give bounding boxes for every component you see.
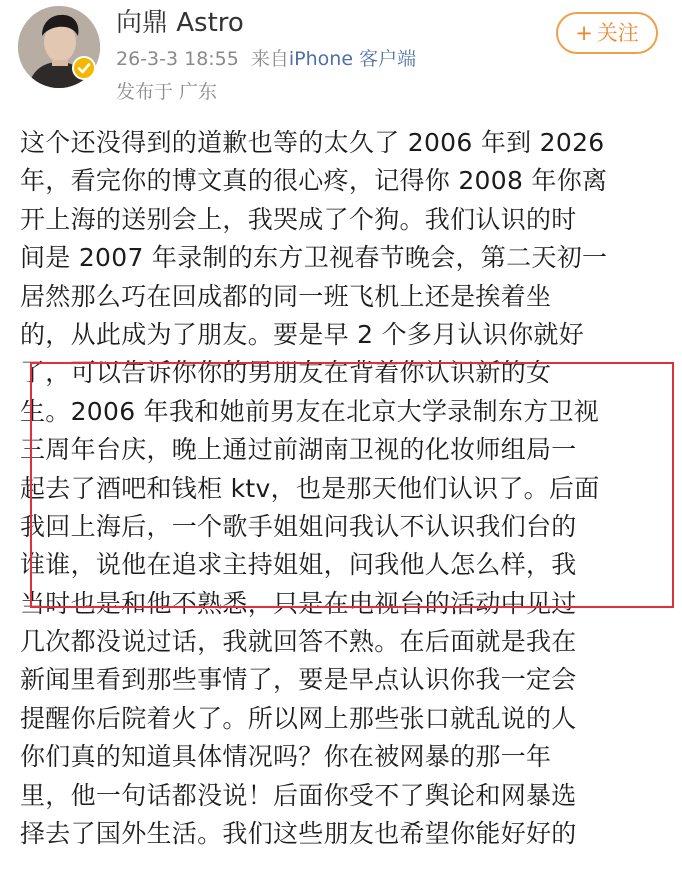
post-timestamp: 26-3-3 18:55: [116, 48, 239, 70]
post-source-prefix: 来自: [250, 48, 289, 70]
post-meta: [116, 47, 416, 71]
verified-badge-icon: [72, 56, 96, 80]
post-text-line: 当时也是和他不熟悉，只是在电视台的活动中见过: [20, 588, 577, 618]
post-text-line: 年，看完你的博文真的很心疼，记得你 2008 年你离: [20, 166, 608, 196]
follow-button[interactable]: [556, 12, 658, 54]
post-device[interactable]: iPhone 客户端: [288, 48, 417, 70]
post-text-line: 居然那么巧在回成都的同一班飞机上还是挨着坐: [20, 281, 552, 311]
post-text-line: 提醒你后院着火了。所以网上那些张口就乱说的人: [20, 703, 577, 733]
author-name[interactable]: 向鼎 Astro: [116, 8, 244, 38]
post-text-line: 的，从此成为了朋友。要是早 2 个多月认识你就好: [20, 319, 585, 349]
post-header: [0, 0, 682, 110]
post-text-line: 这个还没得到的道歉也等的太久了 2006 年到 2026: [20, 128, 605, 157]
post-text-line: 我回上海后，一个歌手姐姐问我认不认识我们台的: [20, 511, 577, 541]
post-text-line: 起去了酒吧和钱柜 ktv，也是那天他们认识了。后面: [20, 473, 600, 503]
follow-label: 关注: [596, 21, 639, 45]
post-text-line: 开上海的送别会上，我哭成了个狗。我们认识的时: [20, 204, 577, 234]
post-text: [20, 124, 670, 853]
post-text-line: 间是 2007 年录制的东方卫视春节晚会，第二天初一: [20, 243, 608, 273]
post-text-line: 新闻里看到那些事情了，要是早点认识你我一定会: [20, 665, 577, 695]
post-location: 发布于 广东: [116, 81, 218, 103]
post-text-line: 谁谁，说他在追求主持姐姐，问我他人怎么样，我: [20, 550, 577, 580]
post-text-line: 几次都没说过话，我就回答不熟。在后面就是我在: [20, 627, 577, 657]
plus-icon: +: [575, 21, 593, 45]
post-text-line: 择去了国外生活。我们这些朋友也希望你能好好的: [20, 819, 577, 849]
post-text-line: 生。2006 年我和她前男友在北京大学录制东方卫视: [20, 396, 600, 426]
post-text-line: 了，可以告诉你你的男朋友在背着你认识新的女: [20, 358, 552, 388]
post-text-line: 你们真的知道具体情况吗？你在被网暴的那一年: [20, 742, 552, 772]
post-text-line: 三周年台庆，晚上通过前湖南卫视的化妆师组局一: [20, 435, 577, 465]
post-text-line: 里，他一句话都没说！后面你受不了舆论和网暴选: [20, 780, 577, 810]
